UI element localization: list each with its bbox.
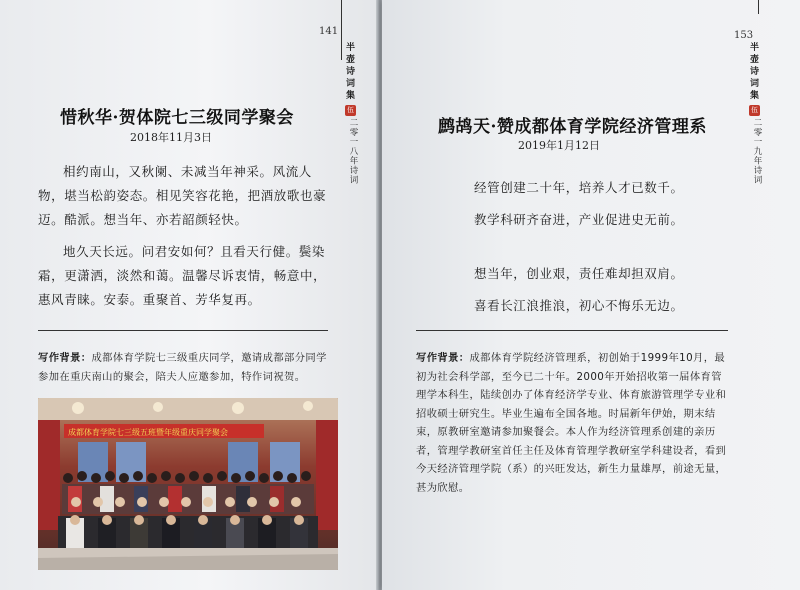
poem-title: 惜秋华·贺体院七三级同学聚会 — [60, 108, 294, 128]
poem-body — [474, 172, 754, 322]
photo-banner-text: 成都体育学院七三级五班暨年级重庆同学聚会 — [68, 428, 228, 437]
poem-date: 2019年1月12日 — [518, 139, 600, 152]
logo-char: 词 — [346, 79, 356, 89]
logo-char: 集 — [346, 91, 356, 101]
poem-stanza-1: 相约南山，又秋阑、未减当年神采。风流人物，堪当松韵姿态。相见笑容花艳，把酒放歌也豪迈。酷派。想当年、亦若韶颜轻快。 — [38, 164, 327, 227]
logo-char: 诗 — [346, 67, 356, 77]
group-photo-image — [38, 398, 338, 570]
book-seal: 伍 — [751, 106, 758, 114]
poem-body — [38, 160, 328, 320]
header-rule — [341, 0, 342, 60]
writing-background — [38, 349, 330, 386]
logo-char: 半 — [346, 43, 356, 53]
section-divider — [38, 330, 328, 331]
right-page — [382, 0, 800, 590]
poem-title: 鹧鸪天·赞成都体育学院经济管理系 — [438, 117, 707, 137]
book-logo — [750, 42, 759, 102]
page-number: 141 — [319, 26, 339, 37]
logo-char: 诗 — [750, 67, 760, 77]
note-label: 写作背景： — [38, 352, 92, 364]
group-photo — [38, 398, 338, 570]
book-logo-left — [346, 42, 355, 102]
poem-line-3: 想当年，创业艰，责任难却担双肩。 — [474, 266, 684, 281]
poem-stanza-2: 地久天长远。问君安如何？且看天行健。鬓染霜，更潇洒，淡然和蔼。温馨尽诉衷情，畅意中，惠风青睐。安泰。重聚首、芳华复再。 — [38, 244, 327, 307]
running-head: 二零一九年诗词 — [752, 118, 762, 185]
running-head-left: 二零一八年诗词 — [348, 118, 358, 185]
poem-line-1: 经管创建二十年，培养人才已数千。 — [474, 180, 684, 195]
note-text: 成都体育学院七三级重庆同学，邀请成都部分同学参加在重庆南山的聚会，陪夫人应邀参加，特作词祝贺。 — [38, 352, 327, 383]
book-seal-left: 伍 — [347, 106, 354, 114]
page-number: 153 — [734, 30, 754, 41]
note-text: 成都体育学院经济管理系，初创始于1999年10月，最初为社会科学部，至今已二十年。2000年开始招收第一届体育管理学本科生，陆续创办了体育经济学专业、体育旅游管理学专业和招收硕士研究生。毕业生遍布全国各地。时届新年伊始，期末结束，原教研室邀请参加聚餐会。本人作为经济管理系创建的亲历者，管理学教研室首任主任及体育管理学教研室学科建设者，看到今天经济管理学院（系）的兴旺发达，新生力量雄厚，前途无量，甚为欣慰。 — [416, 352, 727, 494]
header-rule — [758, 0, 759, 14]
writing-background — [416, 349, 728, 497]
left-page — [0, 0, 378, 590]
poem-line-2: 教学科研齐奋进，产业促进史无前。 — [474, 212, 684, 227]
poem-line-4: 喜看长江浪推浪，初心不悔乐无边。 — [474, 298, 684, 313]
logo-char: 半 — [750, 43, 760, 53]
logo-char: 集 — [750, 91, 760, 101]
section-divider — [416, 330, 728, 331]
logo-char: 词 — [750, 79, 760, 89]
note-label: 写作背景： — [416, 352, 470, 364]
poem-date: 2018年11月3日 — [130, 131, 212, 144]
logo-char: 壶 — [346, 55, 356, 65]
logo-char: 壶 — [750, 55, 760, 65]
